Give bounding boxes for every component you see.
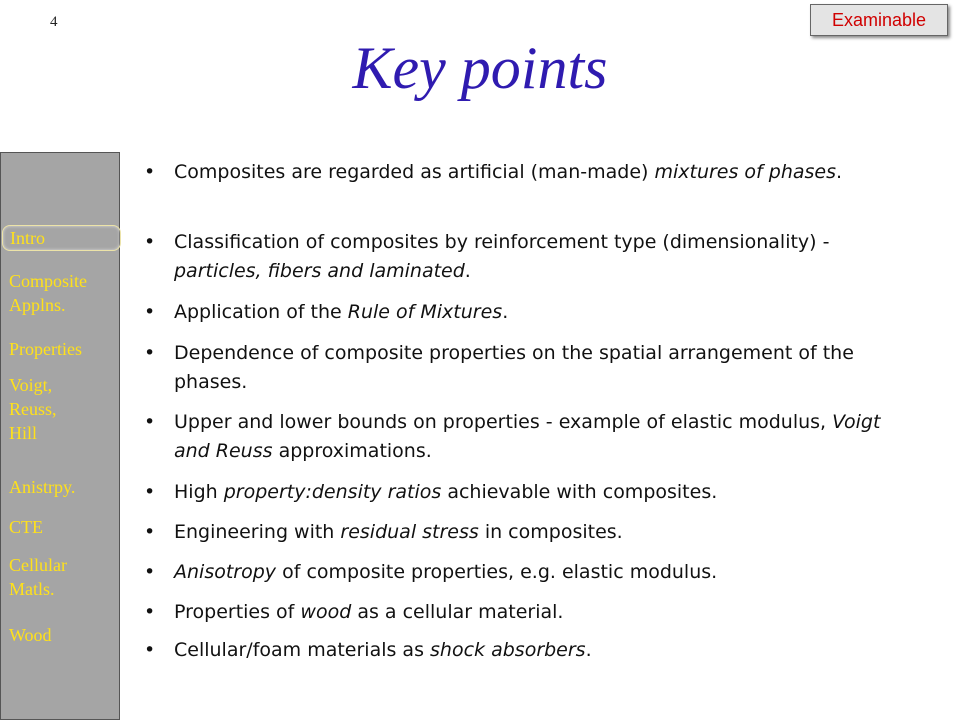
key-point-text: Classification of composites by reinforcement type (dimensionality) - (174, 231, 830, 253)
sidebar-nav (0, 152, 120, 720)
sidebar-item-properties[interactable]: Properties (9, 339, 82, 359)
key-point-emphasis: mixtures of phases (654, 161, 837, 183)
key-point-text: . (464, 260, 471, 282)
examinable-badge[interactable]: Examinable (810, 4, 948, 36)
sidebar-item-cellular-matls[interactable]: Cellular Matls. (9, 555, 67, 599)
bullet-dot-icon: • (144, 639, 156, 661)
key-point-item (144, 408, 914, 466)
key-point-item (144, 478, 914, 507)
key-point-text: achievable with composites. (441, 481, 718, 503)
key-point-item (144, 558, 914, 587)
key-point-text: . (836, 161, 843, 183)
key-point-emphasis: residual stress (340, 521, 479, 543)
bullet-dot-icon: • (144, 521, 156, 543)
bullet-dot-icon: • (144, 561, 156, 583)
bullet-dot-icon: • (144, 301, 156, 323)
key-point-text: Composites are regarded as artificial (man-made) (174, 161, 655, 183)
key-point-item (144, 339, 914, 397)
key-point-emphasis: shock absorbers (430, 639, 586, 661)
key-point-text: in composites. (478, 521, 623, 543)
key-point-text: . (585, 639, 592, 661)
slide-number: 4 (50, 14, 58, 30)
key-point-text: Properties of (174, 601, 301, 623)
sidebar-item-anistrpy[interactable]: Anistrpy. (9, 477, 76, 497)
key-point-item (144, 636, 914, 665)
key-point-emphasis: Rule of Mixtures (347, 301, 503, 323)
sidebar-item-composite-applns[interactable]: Composite Applns. (9, 271, 88, 315)
bullet-dot-icon: • (144, 231, 156, 253)
key-point-text: Application of the (174, 301, 348, 323)
key-point-item (144, 518, 914, 547)
key-point-text: . (502, 301, 509, 323)
key-point-text: Engineering with (174, 521, 341, 543)
slide-title: Key points (352, 35, 608, 101)
key-point-text: as a cellular material. (351, 601, 564, 623)
key-point-emphasis: wood (300, 601, 352, 623)
key-point-emphasis: Voigt and Reuss (174, 411, 881, 462)
key-point-text: Upper and lower bounds on properties - example of elastic modulus, (174, 411, 833, 433)
key-point-item (144, 228, 914, 286)
sidebar-item-intro[interactable]: Intro (2, 225, 121, 251)
bullet-dot-icon: • (144, 161, 156, 183)
key-point-item (144, 298, 914, 327)
key-point-text: Dependence of composite properties on the spatial arrangement of the phases. (174, 342, 854, 393)
bullet-dot-icon: • (144, 342, 156, 364)
key-point-text: of composite properties, e.g. elastic modulus. (276, 561, 718, 583)
key-point-text: Cellular/foam materials as (174, 639, 431, 661)
key-point-emphasis: property:density ratios (223, 481, 442, 503)
key-point-emphasis: Anisotropy (174, 561, 277, 583)
key-point-emphasis: particles, fibers and laminated (174, 260, 465, 282)
bullet-dot-icon: • (144, 411, 156, 433)
sidebar-item-wood[interactable]: Wood (9, 625, 52, 645)
sidebar-item-cte[interactable]: CTE (9, 517, 43, 537)
key-point-item (144, 158, 914, 187)
sidebar-item-voigt-reuss-hill[interactable]: Voigt, Reuss, Hill (9, 375, 57, 443)
key-point-text: approximations. (272, 440, 432, 462)
key-point-item (144, 598, 914, 627)
bullet-dot-icon: • (144, 601, 156, 623)
bullet-dot-icon: • (144, 481, 156, 503)
key-point-text: High (174, 481, 224, 503)
